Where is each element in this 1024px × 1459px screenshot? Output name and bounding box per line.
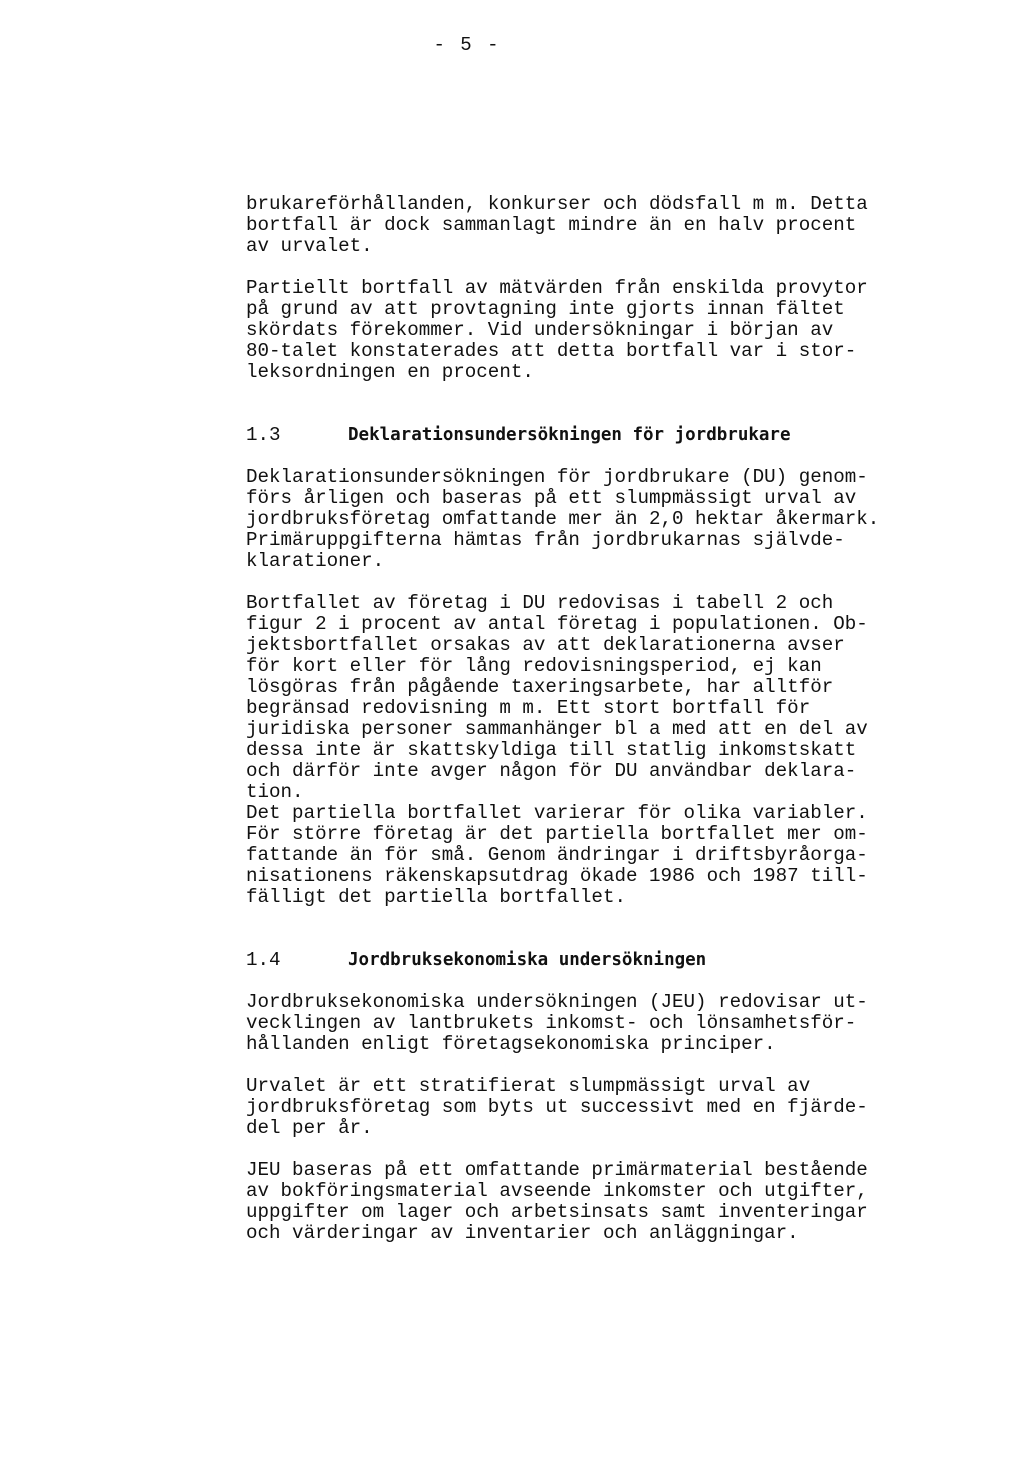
spacer xyxy=(246,1055,946,1076)
spacer xyxy=(246,971,946,992)
paragraph-jeu-material: JEU baseras på ett omfattande primärmaterial bestående av bokföringsmaterial avseende inkomster och utgifter, uppgifter om lager och arbetsinsats samt inventeringar och värderingar av inventarier och anläggningar. xyxy=(246,1159,868,1244)
paragraph-jeu-intro: Jordbruksekonomiska undersökningen (JEU) redovisar ut- vecklingen av lantbrukets inkomst- och lönsamhetsför- hållanden enligt företagsekonomiska principer. xyxy=(246,991,868,1055)
paragraph-du-dropout: Bortfallet av företag i DU redovisas i tabell 2 och figur 2 i procent av antal företag i populationen. Ob- jektsbortfallet orsakas av att deklarationerna avser för kort eller för lång redovisningsperiod, ej kan lösgöras från pågående taxeringsarbete, har alltför begränsad redovisning m m. Ett stort bortfall för juridiska personer sammanhänger bl a med att en del av dessa inte är skattskyldiga till statlig inkomstskatt och därför inte avger någon för DU användbar deklara- tion. Det partiella bortfallet varierar för olika variabler. För större företag är det partiella bortfallet mer om- fattande än för små. Genom ändringar i driftsbyråorga- nisationens räkenskapsutdrag ökade 1986 och 1987 till- fälligt det partiella bortfallet. xyxy=(246,592,868,908)
spacer xyxy=(246,572,946,593)
spacer xyxy=(246,908,946,929)
paragraph-du-intro: Deklarationsundersökningen för jordbrukare (DU) genom- förs årligen och baseras på ett slumpmässigt urval av jordbruksföretag omfattande mer än 2,0 hektar åkermark. Primäruppgifterna hämtas från jordbrukarnas självde- klarationer. xyxy=(246,466,880,572)
spacer xyxy=(246,257,946,278)
section-title: Jordbruksekonomiska undersökningen xyxy=(348,950,707,970)
section-heading-1-3 xyxy=(246,425,946,446)
spacer xyxy=(246,446,946,467)
section-number: 1.3 xyxy=(246,424,281,446)
section-title: Deklarationsundersökningen för jordbrukare xyxy=(348,425,791,445)
page-number: - 5 - xyxy=(433,34,501,56)
spacer xyxy=(246,1139,946,1160)
section-number: 1.4 xyxy=(246,949,281,971)
paragraph-jeu-sample: Urvalet är ett stratifierat slumpmässigt urval av jordbruksföretag som byts ut successivt med en fjärde- del per år. xyxy=(246,1075,868,1139)
paragraph-partial-dropout: Partiellt bortfall av mätvärden från enskilda provytor på grund av att provtagning inte gjorts innan fältet skördats förekommer. Vid undersökningar i början av 80-talet konstaterades att detta bortfall var i stor- leksordningen en procent. xyxy=(246,277,868,383)
spacer xyxy=(246,383,946,404)
section-heading-1-4 xyxy=(246,950,946,971)
paragraph-dropout-causes: brukareförhållanden, konkurser och dödsfall m m. Detta bortfall är dock sammanlagt mindre än en halv procent av urvalet. xyxy=(246,193,868,257)
spacer xyxy=(246,929,946,950)
document-body xyxy=(246,194,946,1244)
spacer xyxy=(246,404,946,425)
